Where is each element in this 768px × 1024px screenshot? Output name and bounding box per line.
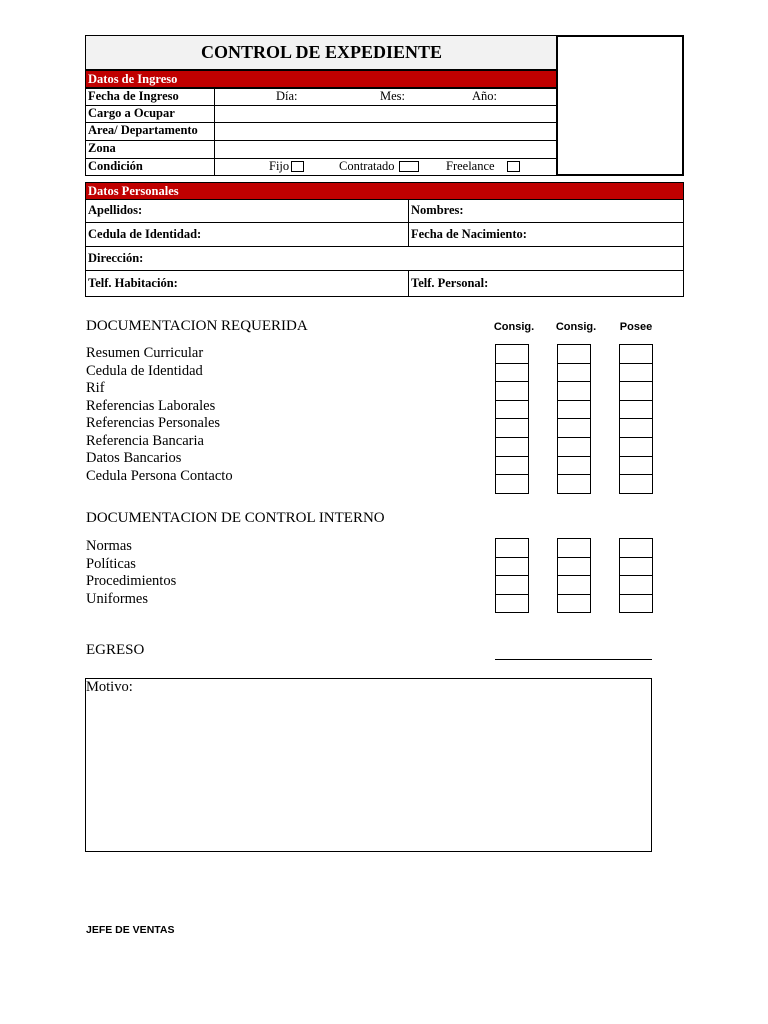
checkbox[interactable] [495,400,529,420]
direccion-label: Dirección: [88,251,144,265]
col-head-posee: Posee [619,321,653,333]
datos-personales-header: Datos Personales [85,182,684,200]
checkbox[interactable] [495,575,529,595]
list-item: Referencias Laborales [86,397,216,414]
form-title: CONTROL DE EXPEDIENTE [200,42,443,62]
list-item: Cedula Persona Contacto [86,467,233,484]
fijo-label: Fijo [269,159,290,173]
checkbox[interactable] [495,594,529,614]
checkbox-column-consig-1 [495,344,527,494]
list-item: Rif [86,380,105,396]
cedula-row [85,222,684,247]
control-checkbox-column-3 [619,538,651,613]
checkbox[interactable] [619,363,653,383]
col-head-consig-1: Consig. [493,321,535,333]
motivo-label: Motivo: [86,679,133,695]
telf-personal-label: Telf. Personal: [411,276,489,290]
checkbox[interactable] [557,363,591,383]
datos-ingreso-grid [85,88,557,176]
list-item: Procedimientos [86,573,177,589]
contratado-label: Contratado [339,159,395,173]
area-field[interactable] [215,123,557,140]
apellidos-label: Apellidos: [88,203,143,217]
checkbox[interactable] [557,575,591,595]
control-checkbox-column-1 [495,538,527,613]
checkbox[interactable] [619,594,653,614]
list-item: Referencia Bancaria [86,432,204,449]
list-item: Uniformes [86,590,149,607]
dia-field[interactable]: Día: [276,89,298,103]
checkbox[interactable] [557,344,591,364]
doc-requerida-list [86,345,233,485]
signature-label: JEFE DE VENTAS [86,924,175,936]
fijo-checkbox[interactable] [291,161,304,172]
checkbox[interactable] [557,381,591,401]
nombres-label: Nombres: [411,203,464,217]
direccion-row [85,246,684,271]
condicion-label: Condición [88,159,143,173]
list-item: Referencias Personales [86,415,221,431]
checkbox[interactable] [557,418,591,438]
checkbox[interactable] [619,400,653,420]
cargo-field[interactable] [215,106,557,122]
checkbox[interactable] [495,474,529,494]
freelance-checkbox[interactable] [507,161,520,172]
telefonos-row [85,270,684,297]
list-item: Datos Bancarios [86,450,182,466]
doc-control-title: DOCUMENTACION DE CONTROL INTERNO [86,510,385,526]
list-item: Normas [86,538,132,554]
zona-field[interactable] [215,141,557,158]
freelance-label: Freelance [446,159,495,173]
mes-field[interactable]: Mes: [380,89,405,103]
checkbox[interactable] [557,594,591,614]
motivo-box[interactable] [85,678,652,852]
checkbox[interactable] [557,538,591,558]
checkbox[interactable] [557,456,591,476]
form-title-cell [85,35,557,70]
checkbox[interactable] [619,557,653,577]
fecha-ingreso-label: Fecha de Ingreso [88,89,179,103]
list-item: Políticas [86,555,136,572]
zona-label: Zona [88,141,116,155]
cargo-label: Cargo a Ocupar [88,106,175,120]
contratado-checkbox[interactable] [399,161,419,172]
checkbox[interactable] [619,538,653,558]
list-item: Cedula de Identidad [86,362,203,379]
datos-ingreso-header: Datos de Ingreso [85,70,557,88]
anio-field[interactable]: Año: [472,89,497,103]
checkbox[interactable] [495,344,529,364]
fecha-nacimiento-label: Fecha de Nacimiento: [411,227,527,241]
checkbox[interactable] [619,344,653,364]
list-item: Resumen Curricular [86,345,204,361]
area-label: Area/ Departamento [88,123,198,137]
photo-box [556,35,684,176]
checkbox[interactable] [557,474,591,494]
checkbox-column-posee [619,344,651,494]
col-head-consig-2: Consig. [555,321,597,333]
checkbox[interactable] [557,437,591,457]
checkbox[interactable] [619,575,653,595]
checkbox[interactable] [495,363,529,383]
checkbox[interactable] [557,400,591,420]
apellidos-row [85,199,684,223]
egreso-title: EGRESO [86,642,145,658]
control-checkbox-column-2 [557,538,589,613]
checkbox[interactable] [495,538,529,558]
checkbox-column-consig-2 [557,344,589,494]
doc-control-list [86,538,176,608]
doc-requerida-title: DOCUMENTACION REQUERIDA [86,318,308,334]
checkbox[interactable] [619,418,653,438]
checkbox[interactable] [495,381,529,401]
checkbox[interactable] [619,474,653,494]
checkbox[interactable] [495,437,529,457]
checkbox[interactable] [557,557,591,577]
checkbox[interactable] [619,381,653,401]
checkbox[interactable] [495,557,529,577]
checkbox[interactable] [619,437,653,457]
checkbox[interactable] [495,456,529,476]
egreso-signature-line[interactable] [495,659,652,660]
telf-habitacion-label: Telf. Habitación: [88,276,178,290]
checkbox[interactable] [495,418,529,438]
checkbox[interactable] [619,456,653,476]
cedula-label: Cedula de Identidad: [88,227,202,241]
